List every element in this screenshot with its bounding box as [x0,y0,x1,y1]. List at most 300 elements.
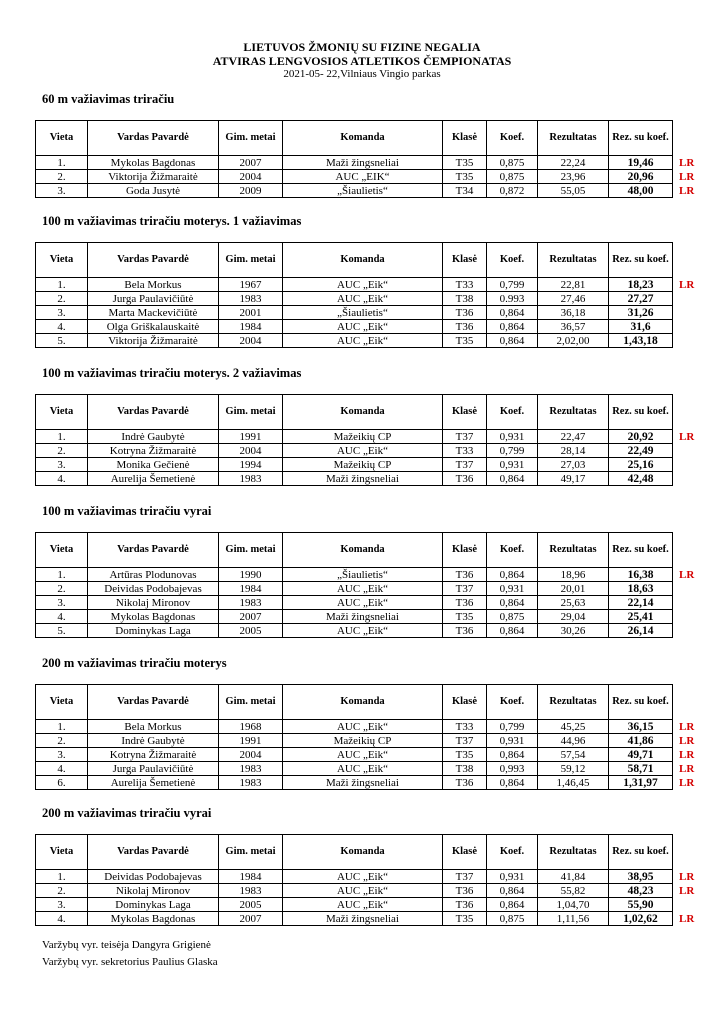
place-cell: 2. [36,734,88,748]
table-row [36,568,711,582]
adjusted-result-cell: 1,31,97 [609,776,673,790]
adjusted-result-cell: 31,6 [609,320,673,334]
team-cell: Mažeikių CP [283,430,443,444]
place-cell: 4. [36,762,88,776]
birth-year-cell: 1983 [219,776,283,790]
place-cell: 4. [36,320,88,334]
birth-year-cell: 1983 [219,884,283,898]
name-cell: Aurelija Šemetienė [88,472,219,486]
place-cell: 2. [36,170,88,184]
place-cell: 1. [36,870,88,884]
name-cell: Kotryna Žižmaraitė [88,748,219,762]
class-cell: T36 [443,776,487,790]
adjusted-result-cell: 41,86 [609,734,673,748]
place-cell: 4. [36,912,88,926]
result-cell: 41,84 [538,870,609,884]
class-cell: T36 [443,898,487,912]
place-cell: 4. [36,610,88,624]
column-header: Komanda [283,685,443,720]
birth-year-cell: 1991 [219,734,283,748]
adjusted-result-cell: 49,71 [609,748,673,762]
column-header: Gim. metai [219,395,283,430]
name-cell: Mykolas Bagdonas [88,912,219,926]
adjusted-result-cell: 26,14 [609,624,673,638]
table-row [36,898,711,912]
class-cell: T35 [443,170,487,184]
result-cell: 44,96 [538,734,609,748]
coef-cell: 0,864 [487,320,538,334]
class-cell: T38 [443,292,487,306]
adjusted-result-cell: 1,43,18 [609,334,673,348]
record-mark: LR [679,170,695,183]
adjusted-result-cell: 18,23 [609,278,673,292]
team-cell: Maži žingsneliai [283,776,443,790]
record-column-header [673,533,711,568]
record-mark: LR [679,762,695,775]
class-cell: T36 [443,596,487,610]
birth-year-cell: 1984 [219,320,283,334]
birth-year-cell: 1991 [219,430,283,444]
team-cell: AUC „Eik“ [283,720,443,734]
team-cell: AUC „Eik“ [283,292,443,306]
record-mark: LR [679,278,695,291]
column-header: Rez. su koef. [609,533,673,568]
record-mark [673,306,711,320]
team-cell: AUC „Eik“ [283,884,443,898]
column-header: Rezultatas [538,685,609,720]
column-header: Vardas Pavardė [88,533,219,568]
result-cell: 27,03 [538,458,609,472]
column-header: Komanda [283,243,443,278]
record-mark: LR [679,720,695,733]
team-cell: AUC „Eik“ [283,334,443,348]
table-row [36,734,711,748]
place-cell: 2. [36,444,88,458]
team-cell: AUC „Eik“ [283,748,443,762]
team-cell: AUC „Eik“ [283,762,443,776]
coef-cell: 0,864 [487,624,538,638]
column-header: Vardas Pavardė [88,835,219,870]
adjusted-result-cell: 19,46 [609,156,673,170]
adjusted-result-cell: 25,16 [609,458,673,472]
column-header: Koef. [487,121,538,156]
name-cell: Jurga Paulavičiūtė [88,292,219,306]
adjusted-result-cell: 22,49 [609,444,673,458]
column-header: Gim. metai [219,121,283,156]
birth-year-cell: 1983 [219,292,283,306]
class-cell: T37 [443,430,487,444]
coef-cell: 0,875 [487,610,538,624]
name-cell: Artūras Plodunovas [88,568,219,582]
record-mark: LR [679,568,695,581]
birth-year-cell: 1994 [219,458,283,472]
birth-year-cell: 1984 [219,870,283,884]
table-row [36,748,711,762]
adjusted-result-cell: 1,02,62 [609,912,673,926]
place-cell: 6. [36,776,88,790]
name-cell: Monika Gečienė [88,458,219,472]
record-mark: LR [679,870,695,883]
place-cell: 3. [36,184,88,198]
record-mark: LR [679,884,695,897]
class-cell: T36 [443,306,487,320]
results-table [35,532,711,638]
result-cell: 29,04 [538,610,609,624]
table-row [36,278,711,292]
record-mark [673,596,711,610]
place-cell: 3. [36,898,88,912]
birth-year-cell: 1983 [219,762,283,776]
column-header: Rez. su koef. [609,121,673,156]
name-cell: Nikolaj Mironov [88,884,219,898]
table-row [36,884,711,898]
class-cell: T36 [443,472,487,486]
coef-cell: 0,864 [487,472,538,486]
footer-judge: Varžybų vyr. teisėja Dangyra Grigienė [42,939,211,951]
result-cell: 55,82 [538,884,609,898]
class-cell: T36 [443,568,487,582]
record-column-header [673,243,711,278]
section-title: 100 m važiavimas triračiu vyrai [42,504,212,518]
record-column-header [673,395,711,430]
coef-cell: 0,799 [487,278,538,292]
result-cell: 22,47 [538,430,609,444]
place-cell: 2. [36,292,88,306]
record-column-header [673,121,711,156]
class-cell: T37 [443,458,487,472]
table-row [36,444,711,458]
table-row [36,624,711,638]
column-header: Vieta [36,243,88,278]
class-cell: T33 [443,720,487,734]
coef-cell: 0,931 [487,734,538,748]
section-title: 200 m važiavimas triračiu vyrai [42,806,212,820]
result-cell: 20,01 [538,582,609,596]
coef-cell: 0,931 [487,458,538,472]
record-mark [673,334,711,348]
place-cell: 1. [36,720,88,734]
name-cell: Marta Mackevičiūtė [88,306,219,320]
place-cell: 4. [36,472,88,486]
column-header: Rezultatas [538,121,609,156]
adjusted-result-cell: 16,38 [609,568,673,582]
birth-year-cell: 1983 [219,596,283,610]
team-cell: „Šiaulietis“ [283,306,443,320]
column-header: Klasė [443,533,487,568]
column-header: Gim. metai [219,243,283,278]
table-row [36,720,711,734]
column-header: Komanda [283,395,443,430]
coef-cell: 0,931 [487,582,538,596]
column-header: Vieta [36,121,88,156]
section-title: 100 m važiavimas triračiu moterys. 2 važiavimas [42,366,302,380]
class-cell: T36 [443,320,487,334]
team-cell: Maži žingsneliai [283,610,443,624]
class-cell: T35 [443,610,487,624]
table-header-row [36,835,711,870]
coef-cell: 0,993 [487,762,538,776]
column-header: Vardas Pavardė [88,121,219,156]
birth-year-cell: 2007 [219,156,283,170]
record-mark: LR [679,156,695,169]
column-header: Klasė [443,243,487,278]
table-row [36,596,711,610]
birth-year-cell: 2001 [219,306,283,320]
name-cell: Jurga Paulavičiūtė [88,762,219,776]
place-cell: 3. [36,748,88,762]
record-mark [673,472,711,486]
column-header: Komanda [283,835,443,870]
column-header: Koef. [487,243,538,278]
class-cell: T36 [443,624,487,638]
column-header: Klasė [443,121,487,156]
result-cell: 27,46 [538,292,609,306]
adjusted-result-cell: 48,00 [609,184,673,198]
column-header: Rezultatas [538,533,609,568]
header-line-1: LIETUVOS ŽMONIŲ SU FIZINE NEGALIA [243,40,481,54]
coef-cell: 0.993 [487,292,538,306]
coef-cell: 0,864 [487,568,538,582]
record-mark: LR [679,184,695,197]
table-header-row [36,121,711,156]
column-header: Rez. su koef. [609,685,673,720]
coef-cell: 0,864 [487,306,538,320]
class-cell: T33 [443,444,487,458]
adjusted-result-cell: 42,48 [609,472,673,486]
place-cell: 1. [36,430,88,444]
team-cell: AUC „Eik“ [283,870,443,884]
column-header: Vardas Pavardė [88,685,219,720]
birth-year-cell: 2007 [219,912,283,926]
column-header: Gim. metai [219,685,283,720]
name-cell: Olga Griškalauskaitė [88,320,219,334]
table-header-row [36,533,711,568]
section-title: 60 m važiavimas triračiu [42,92,175,106]
name-cell: Deividas Podobajevas [88,870,219,884]
place-cell: 5. [36,334,88,348]
table-header-row [36,243,711,278]
record-mark [673,292,711,306]
result-cell: 28,14 [538,444,609,458]
column-header: Vieta [36,685,88,720]
result-cell: 30,26 [538,624,609,638]
class-cell: T35 [443,334,487,348]
table-row [36,170,711,184]
class-cell: T34 [443,184,487,198]
birth-year-cell: 2007 [219,610,283,624]
place-cell: 2. [36,582,88,596]
table-header-row [36,395,711,430]
column-header: Koef. [487,395,538,430]
team-cell: Mažeikių CP [283,734,443,748]
result-cell: 1,11,56 [538,912,609,926]
coef-cell: 0,799 [487,720,538,734]
result-cell: 36,57 [538,320,609,334]
column-header: Koef. [487,835,538,870]
team-cell: AUC „Eik“ [283,596,443,610]
result-cell: 1,46,45 [538,776,609,790]
result-cell: 45,25 [538,720,609,734]
section-title: 100 m važiavimas triračiu moterys. 1 važiavimas [42,214,302,228]
record-mark [673,898,711,912]
adjusted-result-cell: 31,26 [609,306,673,320]
birth-year-cell: 1967 [219,278,283,292]
place-cell: 2. [36,884,88,898]
class-cell: T37 [443,870,487,884]
team-cell: AUC „EIK“ [283,170,443,184]
birth-year-cell: 1968 [219,720,283,734]
name-cell: Bela Morkus [88,278,219,292]
record-mark [673,320,711,334]
record-mark: LR [679,430,695,443]
class-cell: T35 [443,156,487,170]
team-cell: AUC „Eik“ [283,898,443,912]
column-header: Vieta [36,395,88,430]
column-header: Komanda [283,121,443,156]
adjusted-result-cell: 25,41 [609,610,673,624]
birth-year-cell: 1984 [219,582,283,596]
birth-year-cell: 2005 [219,898,283,912]
table-row [36,320,711,334]
birth-year-cell: 2005 [219,624,283,638]
footer-secretary: Varžybų vyr. sekretorius Paulius Glaska [42,956,218,968]
column-header: Rez. su koef. [609,835,673,870]
adjusted-result-cell: 55,90 [609,898,673,912]
class-cell: T37 [443,734,487,748]
record-mark [673,444,711,458]
column-header: Vardas Pavardė [88,243,219,278]
table-row [36,870,711,884]
team-cell: AUC „Eik“ [283,278,443,292]
class-cell: T35 [443,748,487,762]
column-header: Rezultatas [538,835,609,870]
table-row [36,430,711,444]
birth-year-cell: 2004 [219,170,283,184]
column-header: Klasė [443,395,487,430]
column-header: Rezultatas [538,395,609,430]
record-mark [673,610,711,624]
column-header: Klasė [443,835,487,870]
birth-year-cell: 1983 [219,472,283,486]
table-header-row [36,685,711,720]
record-mark: LR [679,734,695,747]
results-table [35,394,711,486]
place-cell: 3. [36,458,88,472]
name-cell: Deividas Podobajevas [88,582,219,596]
coef-cell: 0,875 [487,156,538,170]
coef-cell: 0,864 [487,884,538,898]
coef-cell: 0,875 [487,170,538,184]
adjusted-result-cell: 27,27 [609,292,673,306]
record-mark [673,458,711,472]
adjusted-result-cell: 18,63 [609,582,673,596]
record-mark [673,582,711,596]
place-cell: 1. [36,278,88,292]
result-cell: 49,17 [538,472,609,486]
name-cell: Mykolas Bagdonas [88,610,219,624]
column-header: Gim. metai [219,835,283,870]
birth-year-cell: 2004 [219,334,283,348]
table-row [36,458,711,472]
record-mark: LR [679,776,695,789]
adjusted-result-cell: 36,15 [609,720,673,734]
adjusted-result-cell: 48,23 [609,884,673,898]
name-cell: Kotryna Žižmaraitė [88,444,219,458]
results-table [35,684,711,790]
record-mark [673,624,711,638]
result-cell: 59,12 [538,762,609,776]
result-cell: 23,96 [538,170,609,184]
coef-cell: 0,931 [487,430,538,444]
team-cell: Mažeikių CP [283,458,443,472]
adjusted-result-cell: 22,14 [609,596,673,610]
adjusted-result-cell: 20,96 [609,170,673,184]
birth-year-cell: 2004 [219,748,283,762]
column-header: Rezultatas [538,243,609,278]
birth-year-cell: 1990 [219,568,283,582]
name-cell: Viktorija Žižmaraitė [88,170,219,184]
document-header [0,40,724,81]
place-cell: 1. [36,156,88,170]
table-row [36,582,711,596]
coef-cell: 0,864 [487,748,538,762]
name-cell: Viktorija Žižmaraitė [88,334,219,348]
name-cell: Goda Jusytė [88,184,219,198]
team-cell: „Šiaulietis“ [283,184,443,198]
team-cell: Maži žingsneliai [283,472,443,486]
results-table [35,120,711,198]
team-cell: AUC „Eik“ [283,624,443,638]
table-row [36,292,711,306]
coef-cell: 0,864 [487,898,538,912]
column-header: Koef. [487,685,538,720]
class-cell: T35 [443,912,487,926]
table-row [36,472,711,486]
name-cell: Nikolaj Mironov [88,596,219,610]
column-header: Vieta [36,835,88,870]
team-cell: „Šiaulietis“ [283,568,443,582]
coef-cell: 0,872 [487,184,538,198]
team-cell: AUC „Eik“ [283,582,443,596]
name-cell: Indrė Gaubytė [88,430,219,444]
column-header: Komanda [283,533,443,568]
name-cell: Indrė Gaubytė [88,734,219,748]
coef-cell: 0,931 [487,870,538,884]
record-column-header [673,685,711,720]
coef-cell: 0,864 [487,596,538,610]
adjusted-result-cell: 58,71 [609,762,673,776]
column-header: Rez. su koef. [609,243,673,278]
result-cell: 18,96 [538,568,609,582]
column-header: Rez. su koef. [609,395,673,430]
name-cell: Dominykas Laga [88,898,219,912]
coef-cell: 0,799 [487,444,538,458]
team-cell: AUC „Eik“ [283,444,443,458]
birth-year-cell: 2004 [219,444,283,458]
table-row [36,184,711,198]
table-row [36,776,711,790]
column-header: Gim. metai [219,533,283,568]
team-cell: Maži žingsneliai [283,156,443,170]
team-cell: AUC „Eik“ [283,320,443,334]
coef-cell: 0,875 [487,912,538,926]
table-row [36,306,711,320]
header-line-3: 2021-05- 22,Vilniaus Vingio parkas [283,68,441,80]
coef-cell: 0,864 [487,776,538,790]
place-cell: 3. [36,306,88,320]
result-cell: 22,81 [538,278,609,292]
class-cell: T38 [443,762,487,776]
